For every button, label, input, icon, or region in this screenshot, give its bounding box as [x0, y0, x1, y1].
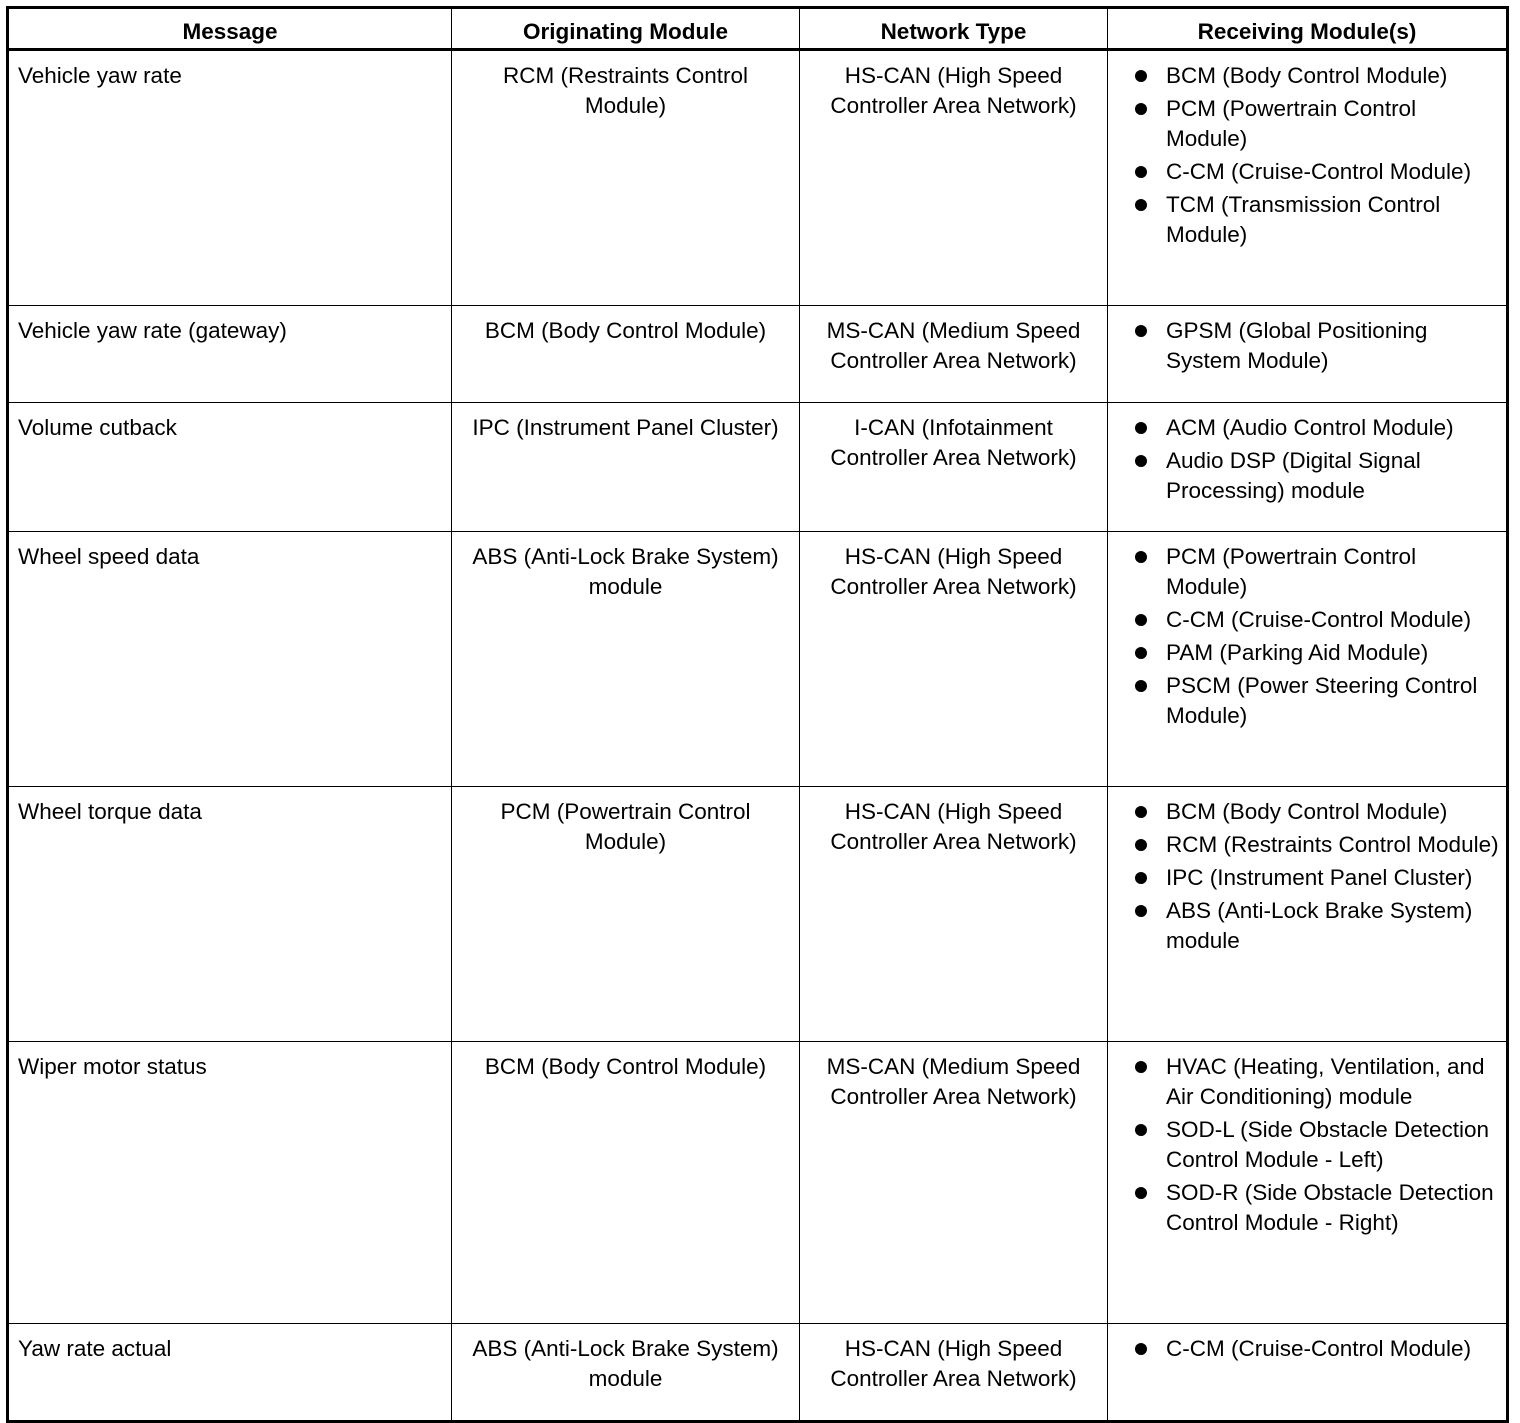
- list-item: [1116, 797, 1502, 827]
- receiving-modules-list: [1116, 1334, 1502, 1364]
- message-cell: Wheel torque data: [8, 787, 452, 1042]
- list-item: [1116, 157, 1502, 187]
- receiving-modules-cell: [1108, 787, 1508, 1042]
- receiving-module-label: BCM (Body Control Module): [1166, 63, 1448, 88]
- table-row: [8, 787, 1508, 1042]
- bullet-icon: [1135, 455, 1147, 467]
- receiving-modules-cell: [1108, 403, 1508, 532]
- bullet-icon: [1135, 422, 1147, 434]
- bullet-icon: [1135, 806, 1147, 818]
- network-type-cell: HS-CAN (High Speed Controller Area Network): [800, 787, 1108, 1042]
- originating-module-cell: IPC (Instrument Panel Cluster): [452, 403, 800, 532]
- list-item: [1116, 542, 1502, 602]
- receiving-modules-cell: [1108, 50, 1508, 306]
- receiving-module-label: PCM (Powertrain Control Module): [1166, 544, 1417, 599]
- receiving-modules-list: [1116, 797, 1502, 956]
- header-network-type: Network Type: [800, 8, 1108, 50]
- receiving-module-label: TCM (Transmission Control Module): [1166, 192, 1441, 247]
- receiving-modules-list: [1116, 542, 1502, 731]
- network-type-cell: HS-CAN (High Speed Controller Area Network): [800, 532, 1108, 787]
- header-message: Message: [8, 8, 452, 50]
- receiving-module-label: C-CM (Cruise-Control Module): [1166, 159, 1472, 184]
- bullet-icon: [1135, 680, 1147, 692]
- list-item: [1116, 1115, 1502, 1175]
- receiving-modules-list: [1116, 61, 1502, 250]
- originating-module-cell: PCM (Powertrain Control Module): [452, 787, 800, 1042]
- header-receiving-modules: Receiving Module(s): [1108, 8, 1508, 50]
- list-item: [1116, 413, 1502, 443]
- table-row: [8, 306, 1508, 403]
- receiving-module-label: ACM (Audio Control Module): [1166, 415, 1454, 440]
- header-originating-module: Originating Module: [452, 8, 800, 50]
- bullet-icon: [1135, 1343, 1147, 1355]
- network-message-table: [6, 6, 1509, 1423]
- list-item: [1116, 638, 1502, 668]
- message-cell: Wheel speed data: [8, 532, 452, 787]
- list-item: [1116, 61, 1502, 91]
- message-cell: Yaw rate actual: [8, 1324, 452, 1422]
- bullet-icon: [1135, 325, 1147, 337]
- receiving-module-label: BCM (Body Control Module): [1166, 799, 1448, 824]
- bullet-icon: [1135, 70, 1147, 82]
- receiving-modules-cell: [1108, 306, 1508, 403]
- receiving-module-label: IPC (Instrument Panel Cluster): [1166, 865, 1473, 890]
- receiving-module-label: GPSM (Global Positioning System Module): [1166, 318, 1428, 373]
- list-item: [1116, 671, 1502, 731]
- table-row: [8, 1042, 1508, 1324]
- receiving-modules-cell: [1108, 1324, 1508, 1422]
- list-item: [1116, 190, 1502, 250]
- originating-module-cell: BCM (Body Control Module): [452, 1042, 800, 1324]
- list-item: [1116, 605, 1502, 635]
- bullet-icon: [1135, 872, 1147, 884]
- network-type-cell: MS-CAN (Medium Speed Controller Area Network): [800, 1042, 1108, 1324]
- bullet-icon: [1135, 551, 1147, 563]
- receiving-modules-list: [1116, 316, 1502, 376]
- list-item: [1116, 1178, 1502, 1238]
- bullet-icon: [1135, 103, 1147, 115]
- bullet-icon: [1135, 1061, 1147, 1073]
- receiving-modules-cell: [1108, 532, 1508, 787]
- list-item: [1116, 1334, 1502, 1364]
- originating-module-cell: ABS (Anti-Lock Brake System) module: [452, 532, 800, 787]
- receiving-module-label: HVAC (Heating, Ventilation, and Air Conditioning) module: [1166, 1054, 1485, 1109]
- message-cell: Wiper motor status: [8, 1042, 452, 1324]
- originating-module-cell: BCM (Body Control Module): [452, 306, 800, 403]
- bullet-icon: [1135, 647, 1147, 659]
- bullet-icon: [1135, 199, 1147, 211]
- bullet-icon: [1135, 1187, 1147, 1199]
- message-cell: Vehicle yaw rate: [8, 50, 452, 306]
- receiving-module-label: PSCM (Power Steering Control Module): [1166, 673, 1478, 728]
- table-row: [8, 403, 1508, 532]
- table-header-row: [8, 8, 1508, 50]
- network-type-cell: HS-CAN (High Speed Controller Area Network): [800, 1324, 1108, 1422]
- list-item: [1116, 863, 1502, 893]
- receiving-module-label: Audio DSP (Digital Signal Processing) module: [1166, 448, 1421, 503]
- bullet-icon: [1135, 905, 1147, 917]
- list-item: [1116, 316, 1502, 376]
- receiving-module-label: SOD-R (Side Obstacle Detection Control Module - Right): [1166, 1180, 1494, 1235]
- table-row: [8, 1324, 1508, 1422]
- list-item: [1116, 896, 1502, 956]
- list-item: [1116, 830, 1502, 860]
- bullet-icon: [1135, 614, 1147, 626]
- receiving-modules-list: [1116, 1052, 1502, 1238]
- originating-module-cell: ABS (Anti-Lock Brake System) module: [452, 1324, 800, 1422]
- list-item: [1116, 94, 1502, 154]
- receiving-module-label: PAM (Parking Aid Module): [1166, 640, 1429, 665]
- table-row: [8, 50, 1508, 306]
- bullet-icon: [1135, 1124, 1147, 1136]
- receiving-modules-cell: [1108, 1042, 1508, 1324]
- list-item: [1116, 1052, 1502, 1112]
- network-type-cell: I-CAN (Infotainment Controller Area Network): [800, 403, 1108, 532]
- receiving-modules-list: [1116, 413, 1502, 506]
- receiving-module-label: RCM (Restraints Control Module): [1166, 832, 1499, 857]
- receiving-module-label: ABS (Anti-Lock Brake System) module: [1166, 898, 1473, 953]
- receiving-module-label: C-CM (Cruise-Control Module): [1166, 607, 1472, 632]
- message-cell: Volume cutback: [8, 403, 452, 532]
- table-row: [8, 532, 1508, 787]
- bullet-icon: [1135, 166, 1147, 178]
- receiving-module-label: PCM (Powertrain Control Module): [1166, 96, 1417, 151]
- originating-module-cell: RCM (Restraints Control Module): [452, 50, 800, 306]
- message-cell: Vehicle yaw rate (gateway): [8, 306, 452, 403]
- receiving-module-label: C-CM (Cruise-Control Module): [1166, 1336, 1472, 1361]
- bullet-icon: [1135, 839, 1147, 851]
- network-type-cell: MS-CAN (Medium Speed Controller Area Network): [800, 306, 1108, 403]
- receiving-module-label: SOD-L (Side Obstacle Detection Control Module - Left): [1166, 1117, 1490, 1172]
- network-message-table-container: [6, 6, 1509, 1423]
- network-type-cell: HS-CAN (High Speed Controller Area Network): [800, 50, 1108, 306]
- list-item: [1116, 446, 1502, 506]
